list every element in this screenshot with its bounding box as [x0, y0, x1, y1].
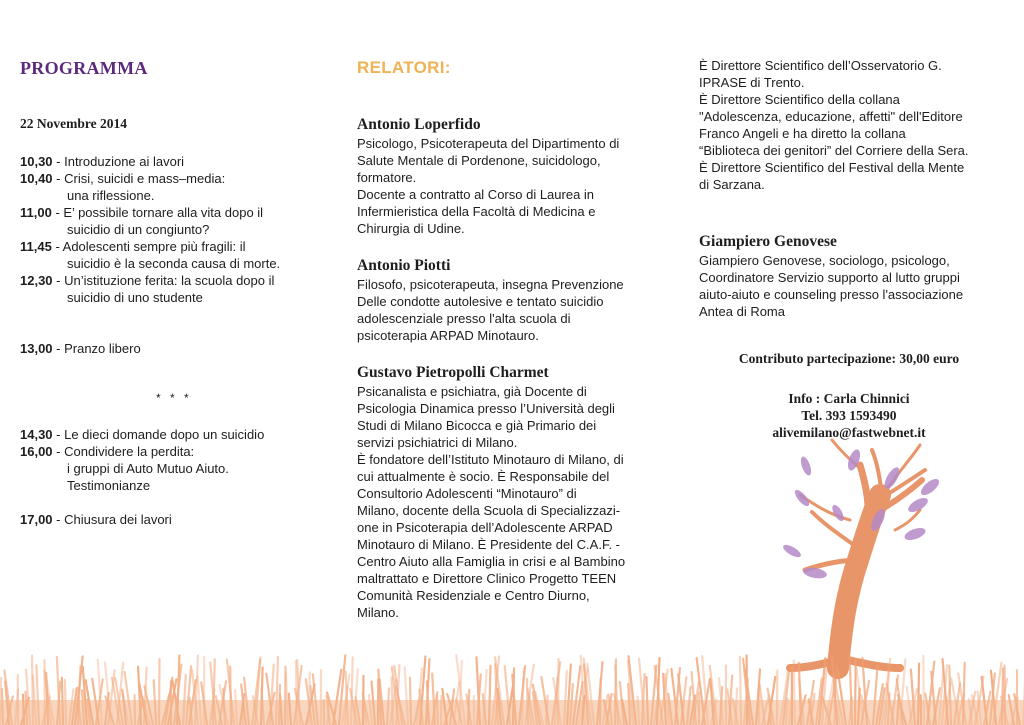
schedule-time: 17,00: [20, 512, 57, 527]
speaker-bio: Psicologo, Psicoterapeuta del Dipartimento di Salute Mentale di Pordenone, suicidologo, formatore. Docente a contratto al Corso di Laurea in Infermieristica della Facoltà di Medicina e Chirurgia di Udine.: [357, 136, 620, 236]
schedule-item: [20, 170, 225, 204]
schedule-item: [20, 238, 280, 272]
schedule-time: 11,45: [20, 239, 56, 254]
grass-icon: [0, 655, 1024, 725]
schedule-text: - Le dieci domande dopo un suicidio: [56, 427, 265, 442]
separator: * * *: [156, 391, 192, 405]
schedule-text: - Pranzo libero: [56, 341, 141, 356]
schedule-time: 13,00: [20, 341, 57, 356]
contributo-text: Contributo partecipazione: 30,00 euro: [738, 351, 960, 366]
program-date: 22 Novembre 2014: [20, 116, 127, 131]
schedule-item: [20, 153, 184, 170]
schedule-text: - Chiusura dei lavori: [56, 512, 172, 527]
speaker-bio-continuation: È Direttore Scientifico dell’Osservatorio G. IPRASE di Trento. È Direttore Scientifico della collana "Adolescenza, educazione, affetti" dell'Editore Franco Angeli e ha diretto la collana “Biblioteca dei genitori” del Corriere della Sera. È Direttore Scientifico del Festival della Mente di Sarzana.: [699, 58, 969, 192]
schedule-text: Testimonianze: [67, 478, 151, 493]
schedule-time: 11,00: [20, 205, 56, 220]
schedule-text: - E’ possibile tornare alla vita dopo il: [55, 205, 264, 220]
info-email[interactable]: alivemilano@fastwebnet.it: [772, 425, 926, 440]
schedule-text: - Adolescenti sempre più fragili: il: [55, 239, 246, 254]
schedule-text: - Introduzione ai lavori: [56, 154, 185, 169]
schedule-time: 10,30: [20, 154, 57, 169]
leaf-icon: [781, 448, 941, 580]
speaker-name: Antonio Piotti: [357, 257, 451, 274]
schedule-time: 12,30: [20, 273, 57, 288]
schedule-text: una riflessione.: [67, 188, 155, 203]
schedule-text: - Condividere la perdita:: [56, 444, 195, 459]
schedule-text: suicidio di un congiunto?: [67, 222, 210, 237]
programma-heading: PROGRAMMA: [20, 58, 148, 78]
info-phone: Tel. 393 1593490: [801, 408, 897, 423]
speaker-name: Giampiero Genovese: [699, 233, 837, 250]
relatori-heading: RELATORI:: [357, 58, 451, 77]
schedule-item: [20, 511, 172, 528]
schedule-text: suicidio di uno studente: [67, 290, 203, 305]
schedule-item: [20, 272, 274, 306]
speaker-name: Antonio Loperfido: [357, 116, 481, 133]
speaker-name: Gustavo Pietropolli Charmet: [357, 364, 549, 381]
speaker-bio: Giampiero Genovese, sociologo, psicologo, Coordinatore Servizio supporto al lutto gruppi aiuto-aiuto e counseling presso l'associazione Antea di Roma: [699, 253, 964, 319]
speaker-bio: Psicanalista e psichiatra, già Docente di Psicologia Dinamica presso l’Università degli Studi di Milano Bicocca e già Primario dei servizi psichiatrici di Milano. È fondatore dell’Istituto Minotauro di Milano, di cui attualmente è socio. È Responsabile del Consultorio Adolescenti “Minotauro” di Milano, docente della Scuola di Specializzazi- one in Psicoterapia dell’Adolescente ARPAD Minotauro di Milano. È Presidente del C.A.F. - Centro Aiuto alla Famiglia in crisi e al Bambino maltrattato e Direttore Clinico Progetto TEEN Comunità Residenziale e Centro Diurno, Milano.: [357, 384, 626, 620]
schedule-item: [20, 204, 263, 238]
tree-icon: [790, 440, 925, 668]
schedule-text: suicidio è la seconda causa di morte.: [67, 256, 281, 271]
speaker-bio: Filosofo, psicoterapeuta, insegna Prevenzione Delle condotte autolesive e tentato suicidio adolescenziale presso l'alta scuola di psicoterapia ARPAD Minotauro.: [357, 277, 624, 343]
schedule-text: - Un’istituzione ferita: la scuola dopo il: [56, 273, 275, 288]
info-contact: Info : Carla Chinnici: [788, 391, 910, 406]
schedule-time: 10,40: [20, 171, 57, 186]
schedule-text: i gruppi di Auto Mutuo Aiuto.: [67, 461, 229, 476]
schedule-item: [20, 443, 229, 494]
schedule-time: 16,00: [20, 444, 57, 459]
schedule-time: 14,30: [20, 427, 57, 442]
schedule-text: - Crisi, suicidi e mass–media:: [56, 171, 226, 186]
schedule-item: [20, 426, 264, 443]
schedule-item: [20, 340, 141, 357]
